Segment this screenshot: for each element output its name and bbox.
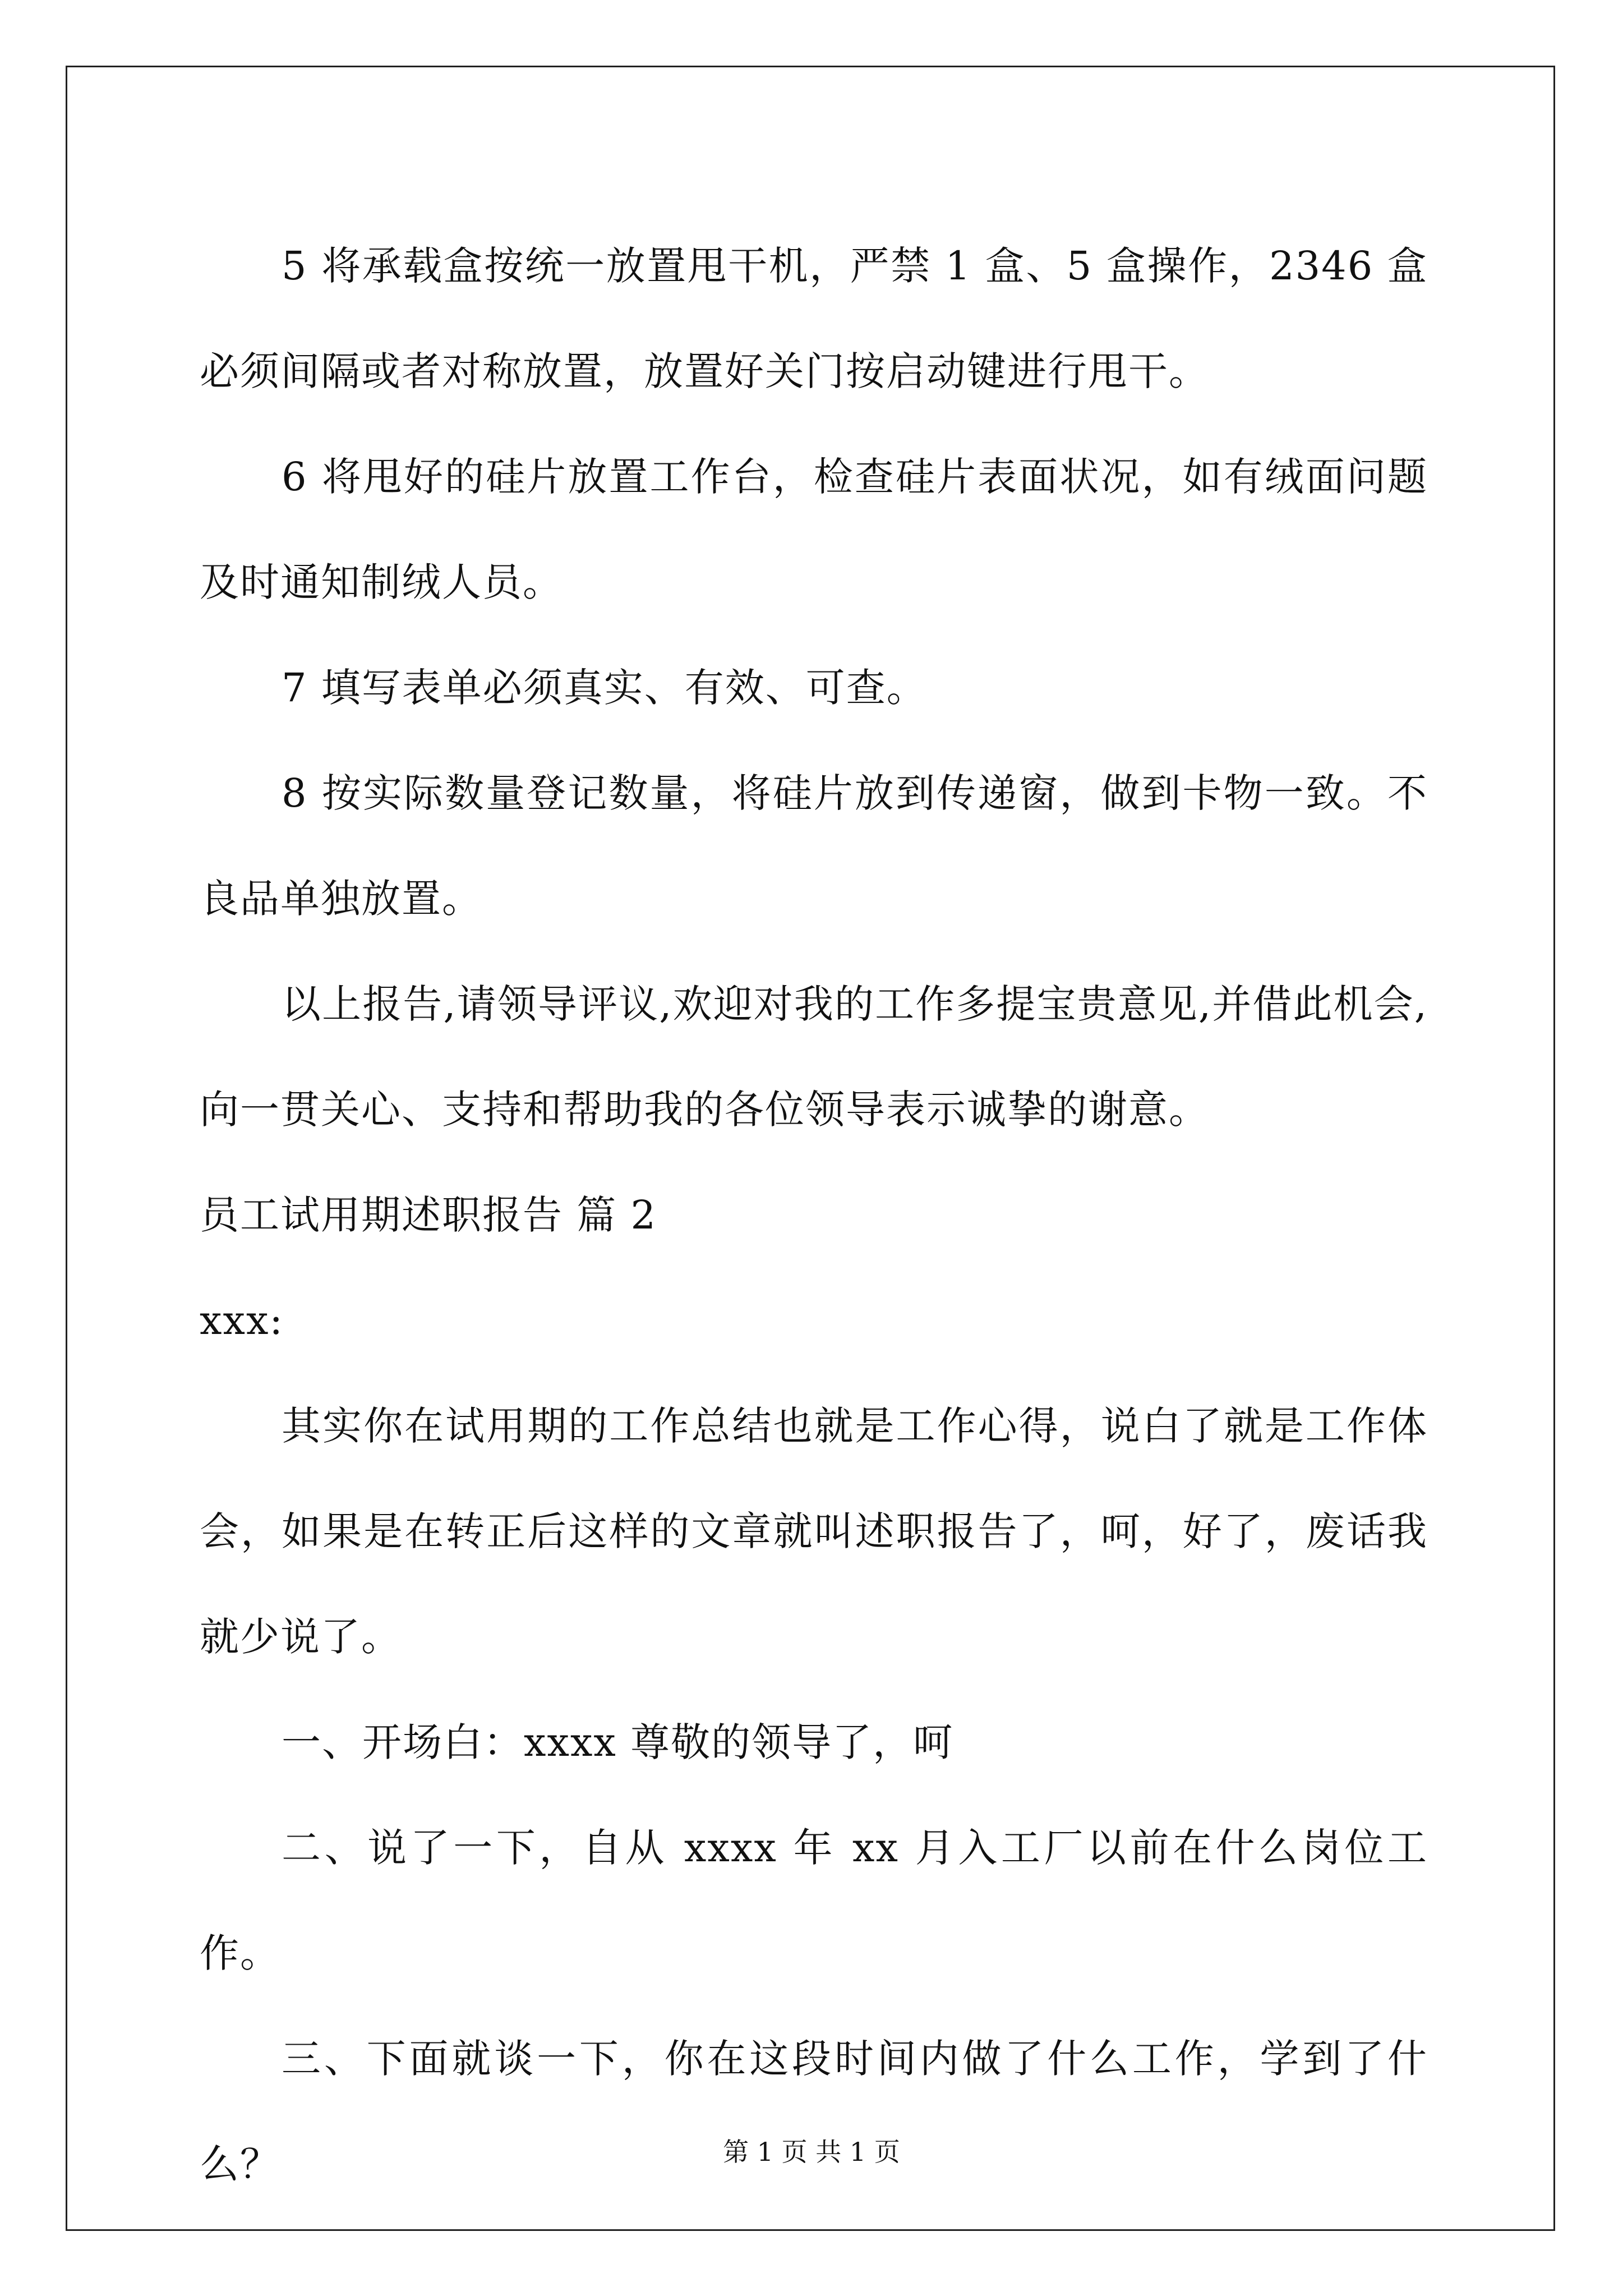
list-item-2: 二、说了一下，自从 xxxx 年 xx 月入工厂以前在什么岗位工作。 xyxy=(200,1825,1428,1976)
section-heading: 员工试用期述职报告 篇 2 xyxy=(200,1192,657,1238)
paragraph-closing: 以上报告,请领导评议,欢迎对我的工作多提宝贵意见,并借此机会,向一贯关心、支持和帮助我的各位领导表示诚挚的谢意。 xyxy=(200,981,1428,1133)
paragraph-step-6: 6 将甩好的硅片放置工作台，检查硅片表面状况，如有绒面问题及时通知制绒人员。 xyxy=(200,454,1428,605)
paragraph-intro: 其实你在试用期的工作总结也就是工作心得，说白了就是工作体会，如果是在转正后这样的文章就叫述职报告了，呵，好了，废话我就少说了。 xyxy=(200,1403,1428,1660)
page-footer: 第 1 页 共 1 页 xyxy=(723,2137,900,2167)
paragraph-step-7: 7 填写表单必须真实、有效、可查。 xyxy=(282,665,927,711)
paragraph-step-8: 8 按实际数量登记数量，将硅片放到传递窗，做到卡物一致。不良品单独放置。 xyxy=(200,770,1428,922)
document-body xyxy=(200,213,1428,2217)
salutation: xxx: xyxy=(200,1297,284,1343)
list-item-3: 三、下面就谈一下，你在这段时间内做了什么工作，学到了什么？ xyxy=(200,2036,1428,2187)
list-item-1: 一、开场白：xxxx 尊敬的领导了，呵 xyxy=(282,1719,954,1765)
paragraph-step-5: 5 将承载盒按统一放置甩干机，严禁 1 盒、5 盒操作，2346 盒必须间隔或者对称放置，放置好关门按启动键进行甩干。 xyxy=(200,243,1428,394)
